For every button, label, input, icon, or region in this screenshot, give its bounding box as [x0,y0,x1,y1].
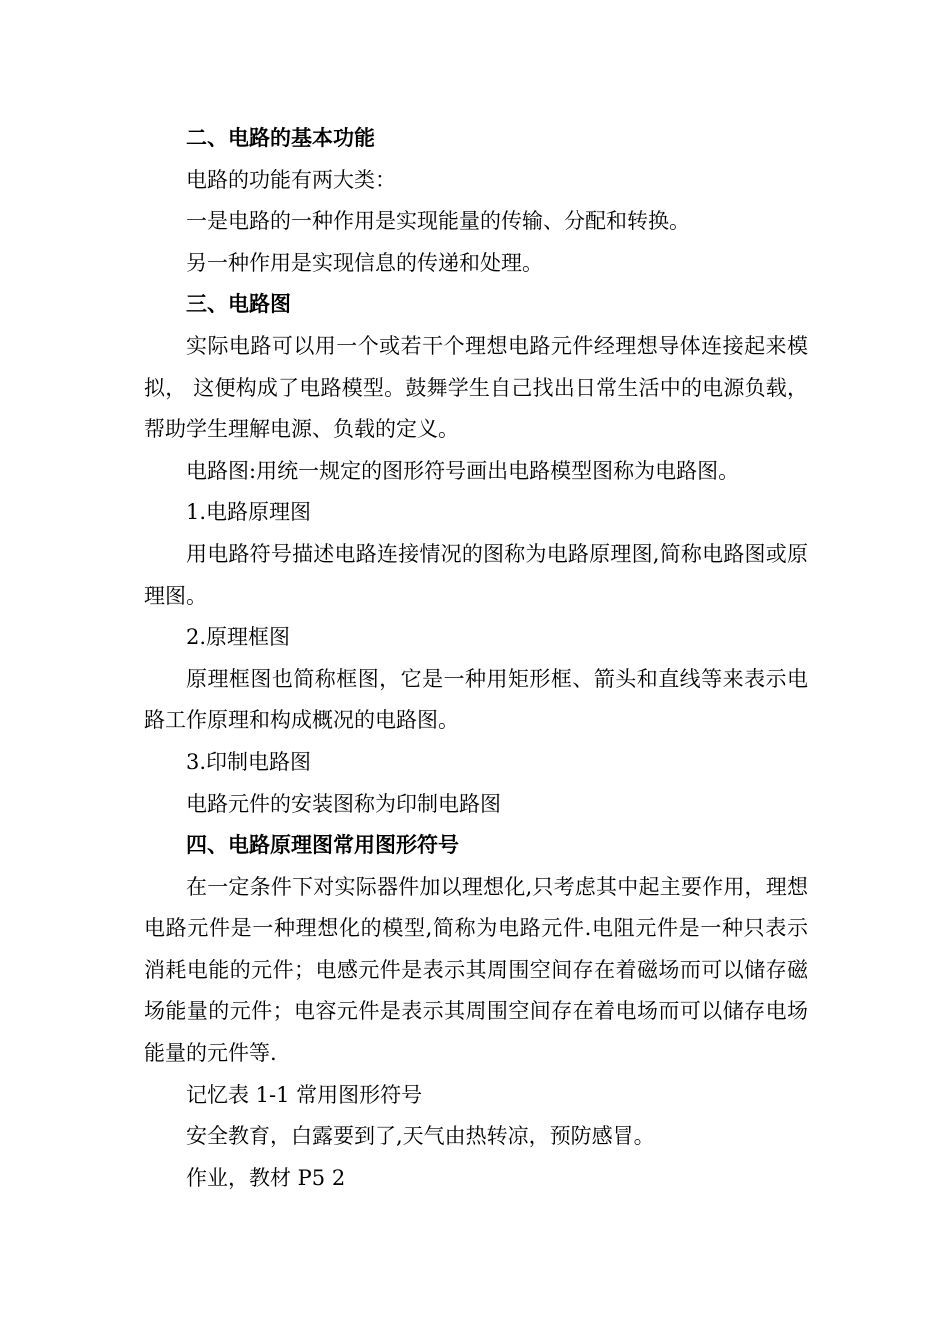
subsection-title: 3.印制电路图 [186,749,312,774]
document-body [144,118,808,1199]
paragraph: 电路图:用统一规定的图形符号画出电路模型图称为电路图。 [186,458,740,483]
paragraph: 在一定条件下对实际器件加以理想化,只考虑其中起主要作用，理想电路元件是一种理想化的模型,简称为电路元件.电阻元件是一种只表示消耗电能的元件；电感元件是表示其周围空间存在着磁场而可以储存磁场能量的元件；电容元件是表示其周围空间存在着电场而可以储存电场能量的元件等. [144,874,808,1066]
paragraph: 另一种作用是实现信息的传递和处理。 [186,250,543,275]
paragraph: 安全教育，白露要到了,天气由热转凉，预防感冒。 [186,1124,655,1149]
homework-note: 作业，教材 P5 2 [186,1165,346,1190]
paragraph: 一是电路的一种作用是实现能量的传输、分配和转换。 [186,209,690,234]
subsection-title: 1.电路原理图 [186,500,312,525]
subsection-title: 2.原理框图 [186,625,291,650]
paragraph: 原理框图也简称框图，它是一种用矩形框、箭头和直线等来表示电路工作原理和构成概况的电路图。 [144,666,808,733]
paragraph: 电路的功能有两大类： [186,167,396,192]
section-heading-symbols: 四、电路原理图常用图形符号 [186,833,459,858]
section-heading-functions: 二、电路的基本功能 [186,126,375,150]
paragraph: 电路元件的安装图称为印制电路图 [186,791,501,816]
paragraph: 实际电路可以用一个或若干个理想电路元件经理想导体连接起来模拟， 这便构成了电路模型。鼓舞学生自己找出日常生活中的电源负载，帮助学生理解电源、负载的定义。 [144,333,808,442]
paragraph: 记忆表 1-1 常用图形符号 [186,1082,423,1107]
section-heading-circuit-diagram: 三、电路图 [186,292,291,317]
paragraph: 用电路符号描述电路连接情况的图称为电路原理图,简称电路图或原理图。 [144,541,808,608]
